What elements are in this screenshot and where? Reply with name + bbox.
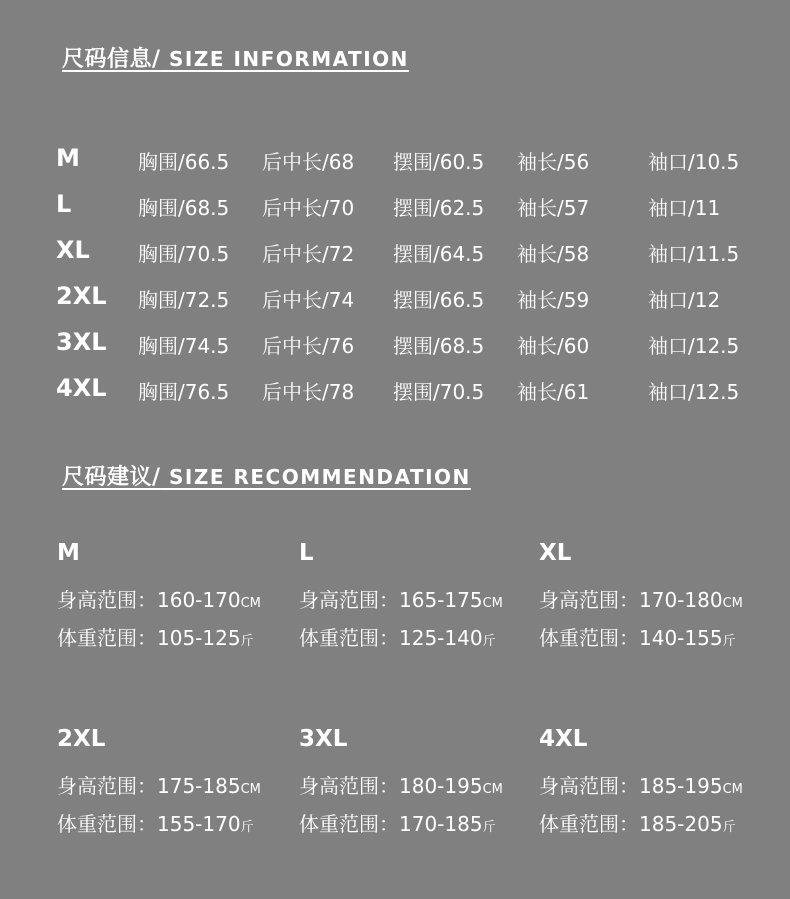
chest-value: 胸围/76.5 — [138, 380, 230, 404]
height-unit: CM — [482, 596, 503, 611]
weight-unit: 斤 — [482, 820, 496, 835]
rec-size-label: 2XL — [57, 726, 106, 752]
height-unit: CM — [722, 782, 743, 797]
cuff-value: 袖口/11 — [648, 196, 721, 220]
weight-unit: 斤 — [240, 634, 254, 649]
rec-size-label: M — [57, 540, 80, 566]
cuff-value: 袖口/11.5 — [648, 242, 740, 266]
sleeve-value: 袖长/58 — [517, 242, 590, 266]
weight-range — [539, 622, 779, 648]
cuff-value: 袖口/12 — [648, 288, 721, 312]
chest-value: 胸围/74.5 — [138, 334, 230, 358]
size-information-title — [62, 42, 409, 73]
cuff-value: 袖口/12.5 — [648, 334, 740, 358]
rec-size-label: 4XL — [539, 726, 588, 752]
weight-range — [299, 622, 539, 648]
weight-range-label: 体重范围： — [57, 812, 157, 836]
size-row — [0, 192, 790, 222]
size-information-title-cn: 尺码信息/ — [62, 47, 161, 72]
weight-unit: 斤 — [240, 820, 254, 835]
size-information-title-en: SIZE INFORMATION — [160, 47, 409, 71]
weight-range — [57, 808, 297, 834]
weight-range-label: 体重范围： — [299, 626, 399, 650]
size-label: 3XL — [56, 328, 107, 356]
size-recommendation-title — [62, 460, 471, 491]
weight-range — [57, 622, 297, 648]
height-range-label: 身高范围： — [299, 774, 399, 798]
hem-value: 摆围/64.5 — [393, 242, 485, 266]
rec-size-label: L — [299, 540, 314, 566]
height-unit: CM — [240, 596, 261, 611]
size-label: 2XL — [56, 282, 107, 310]
height-range-value: 175-185 — [157, 774, 241, 798]
length-value: 后中长/70 — [262, 196, 355, 220]
weight-range-value: 140-155 — [639, 626, 723, 650]
size-label: M — [56, 144, 80, 172]
sleeve-value: 袖长/61 — [517, 380, 590, 404]
chest-value: 胸围/72.5 — [138, 288, 230, 312]
hem-value: 摆围/60.5 — [393, 150, 485, 174]
sleeve-value: 袖长/57 — [517, 196, 590, 220]
size-row — [0, 146, 790, 176]
height-unit: CM — [722, 596, 743, 611]
size-row — [0, 284, 790, 314]
height-range-value: 170-180 — [639, 588, 723, 612]
weight-unit: 斤 — [722, 820, 736, 835]
recommendation-card — [299, 726, 539, 834]
recommendation-card — [57, 726, 297, 834]
height-range-label: 身高范围： — [539, 774, 639, 798]
weight-range-value: 125-140 — [399, 626, 483, 650]
weight-unit: 斤 — [482, 634, 496, 649]
chest-value: 胸围/66.5 — [138, 150, 230, 174]
height-range-value: 160-170 — [157, 588, 241, 612]
height-range-value: 185-195 — [639, 774, 723, 798]
weight-range-value: 155-170 — [157, 812, 241, 836]
sleeve-value: 袖长/59 — [517, 288, 590, 312]
sleeve-value: 袖长/60 — [517, 334, 590, 358]
cuff-value: 袖口/10.5 — [648, 150, 740, 174]
recommendation-card — [57, 540, 297, 648]
height-range-label: 身高范围： — [57, 588, 157, 612]
height-range-label: 身高范围： — [299, 588, 399, 612]
size-row — [0, 238, 790, 268]
chest-value: 胸围/70.5 — [138, 242, 230, 266]
height-range-value: 165-175 — [399, 588, 483, 612]
recommendation-card — [299, 540, 539, 648]
height-range — [57, 770, 297, 796]
hem-value: 摆围/62.5 — [393, 196, 485, 220]
height-range — [539, 770, 779, 796]
height-range — [539, 584, 779, 610]
size-label: 4XL — [56, 374, 107, 402]
recommendation-card — [539, 726, 779, 834]
weight-range-label: 体重范围： — [299, 812, 399, 836]
chest-value: 胸围/68.5 — [138, 196, 230, 220]
sleeve-value: 袖长/56 — [517, 150, 590, 174]
height-range-label: 身高范围： — [539, 588, 639, 612]
length-value: 后中长/76 — [262, 334, 355, 358]
size-recommendation-title-cn: 尺码建议/ — [62, 465, 161, 490]
weight-range-value: 105-125 — [157, 626, 241, 650]
length-value: 后中长/78 — [262, 380, 355, 404]
size-label: XL — [56, 236, 90, 264]
height-range — [57, 584, 297, 610]
size-row — [0, 376, 790, 406]
weight-range — [539, 808, 779, 834]
weight-range-label: 体重范围： — [539, 812, 639, 836]
weight-range-value: 170-185 — [399, 812, 483, 836]
height-unit: CM — [240, 782, 261, 797]
height-range — [299, 770, 539, 796]
hem-value: 摆围/70.5 — [393, 380, 485, 404]
rec-size-label: XL — [539, 540, 572, 566]
weight-range-value: 185-205 — [639, 812, 723, 836]
rec-size-label: 3XL — [299, 726, 348, 752]
height-unit: CM — [482, 782, 503, 797]
hem-value: 摆围/68.5 — [393, 334, 485, 358]
height-range-label: 身高范围： — [57, 774, 157, 798]
hem-value: 摆围/66.5 — [393, 288, 485, 312]
cuff-value: 袖口/12.5 — [648, 380, 740, 404]
size-recommendation-title-en: SIZE RECOMMENDATION — [160, 465, 471, 489]
length-value: 后中长/68 — [262, 150, 355, 174]
height-range-value: 180-195 — [399, 774, 483, 798]
weight-range-label: 体重范围： — [57, 626, 157, 650]
weight-range — [299, 808, 539, 834]
length-value: 后中长/72 — [262, 242, 355, 266]
weight-unit: 斤 — [722, 634, 736, 649]
weight-range-label: 体重范围： — [539, 626, 639, 650]
recommendation-card — [539, 540, 779, 648]
size-row — [0, 330, 790, 360]
size-label: L — [56, 190, 72, 218]
height-range — [299, 584, 539, 610]
length-value: 后中长/74 — [262, 288, 355, 312]
